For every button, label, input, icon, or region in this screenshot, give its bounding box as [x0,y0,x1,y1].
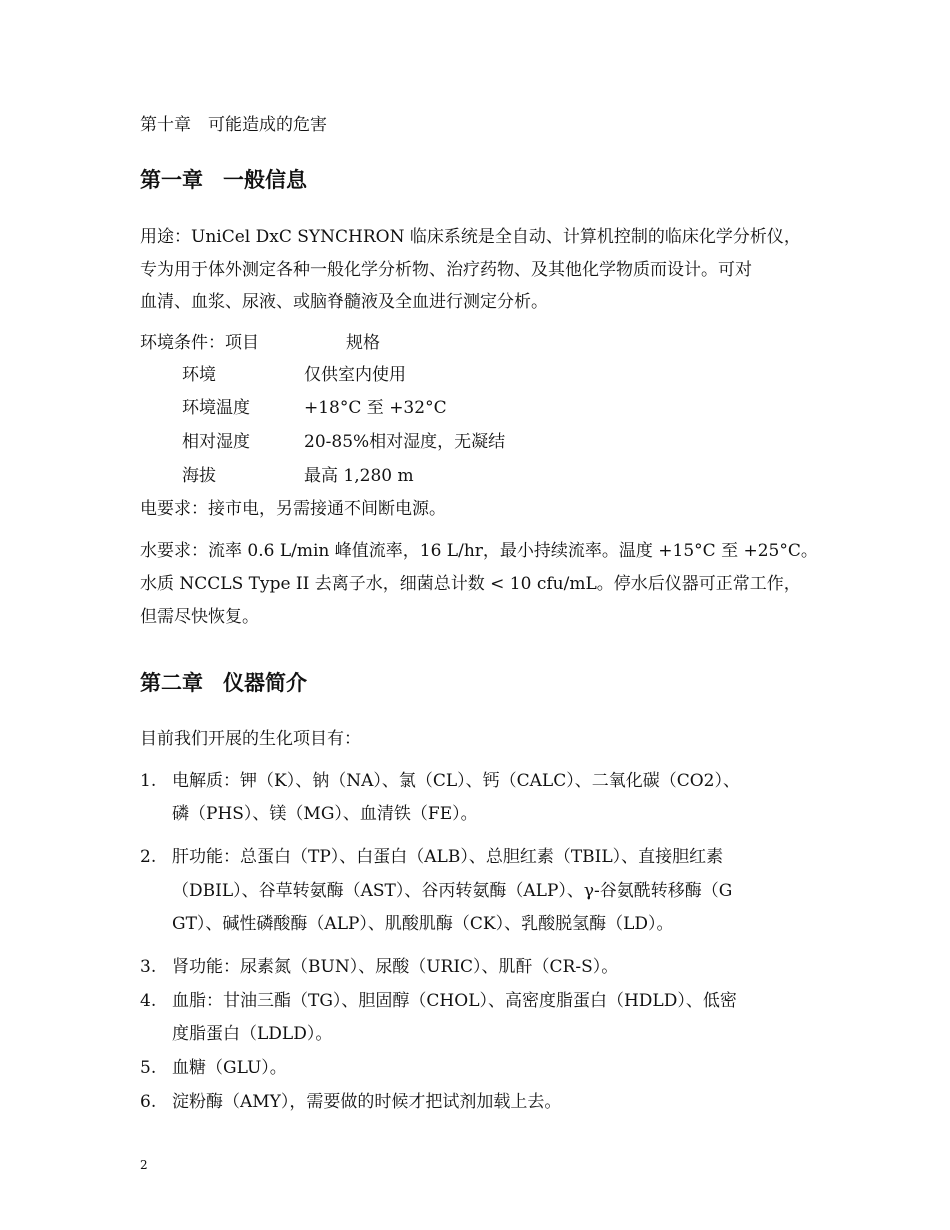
list-item-number: 6. [140,1092,157,1112]
chapter-1-title: 一般信息 [223,168,307,192]
env-header-label: 环境条件：项目 [140,333,259,353]
list-item-line: GT）、碱性磷酸酶（ALP）、肌酸肌酶（CK）、乳酸脱氢酶（LD）。 [172,914,674,934]
chapter-2-heading [140,670,307,696]
env-row-label: 环境温度 [182,398,250,418]
page-number: 2 [140,1158,148,1172]
chapter-1-heading [140,167,307,193]
purpose-line-2: 专为用于体外测定各种一般化学分析物、治疗药物、及其他化学物质而设计。可对 [140,260,752,280]
env-row-value: 最高 1,280 m [304,466,414,486]
list-item-line: 磷（PHS）、镁（MG）、血清铁（FE）。 [172,804,478,824]
list-item-number: 1. [140,771,157,791]
list-item-number: 5. [140,1058,157,1078]
power-requirement: 电要求：接市电，另需接通不间断电源。 [140,499,446,519]
env-row-label: 相对湿度 [182,432,250,452]
purpose-line-3: 血清、血浆、尿液、或脑脊髓液及全血进行测定分析。 [140,292,548,312]
env-row-value: +18°C 至 +32°C [304,398,447,418]
list-item-line: 肝功能：总蛋白（TP）、白蛋白（ALB）、总胆红素（TBIL）、直接胆红素 [172,847,724,867]
env-row-label: 环境 [182,365,216,385]
list-item-number: 2. [140,847,157,867]
water-line-1: 水要求：流率 0.6 L/min 峰值流率，16 L/hr，最小持续流率。温度 +15°C 至 +25°C。 [140,541,818,561]
env-row-label: 海拔 [182,466,216,486]
chapter-1-number: 第一章 [140,168,203,192]
list-item-line: 度脂蛋白（LDLD）。 [172,1024,333,1044]
water-line-3: 但需尽快恢复。 [140,607,259,627]
water-line-2: 水质 NCCLS Type II 去离子水，细菌总计数 < 10 cfu/mL。停水后仪器可正常工作， [140,574,801,594]
list-item-line: 电解质：钾（K）、钠（NA）、氯（CL）、钙（CALC）、二氧化碳（CO2）、 [172,771,740,791]
test-items-intro: 目前我们开展的生化项目有： [140,729,361,749]
env-header-spec: 规格 [346,333,380,353]
list-item-line: 血糖（GLU）。 [172,1058,287,1078]
list-item-number: 3. [140,957,157,977]
env-row-value: 20-85%相对湿度，无凝结 [304,432,506,452]
list-item-line: 淀粉酶（AMY），需要做的时候才把试剂加载上去。 [172,1092,562,1112]
list-item-line: （DBIL）、谷草转氨酶（AST）、谷丙转氨酶（ALP）、γ-谷氨酰转移酶（G [172,881,733,901]
list-item-line: 血脂：甘油三酯（TG）、胆固醇（CHOL）、高密度脂蛋白（HDLD）、低密 [172,991,737,1011]
env-row-value: 仅供室内使用 [304,365,406,385]
list-item-line: 肾功能：尿素氮（BUN）、尿酸（URIC）、肌酐（CR-S）。 [172,957,619,977]
toc-line: 第十章 可能造成的危害 [140,115,327,135]
purpose-line-1: 用途：UniCel DxC SYNCHRON 临床系统是全自动、计算机控制的临床化学分析仪， [140,227,801,247]
list-item-number: 4. [140,991,157,1011]
chapter-2-title: 仪器简介 [223,671,307,695]
chapter-2-number: 第二章 [140,671,203,695]
